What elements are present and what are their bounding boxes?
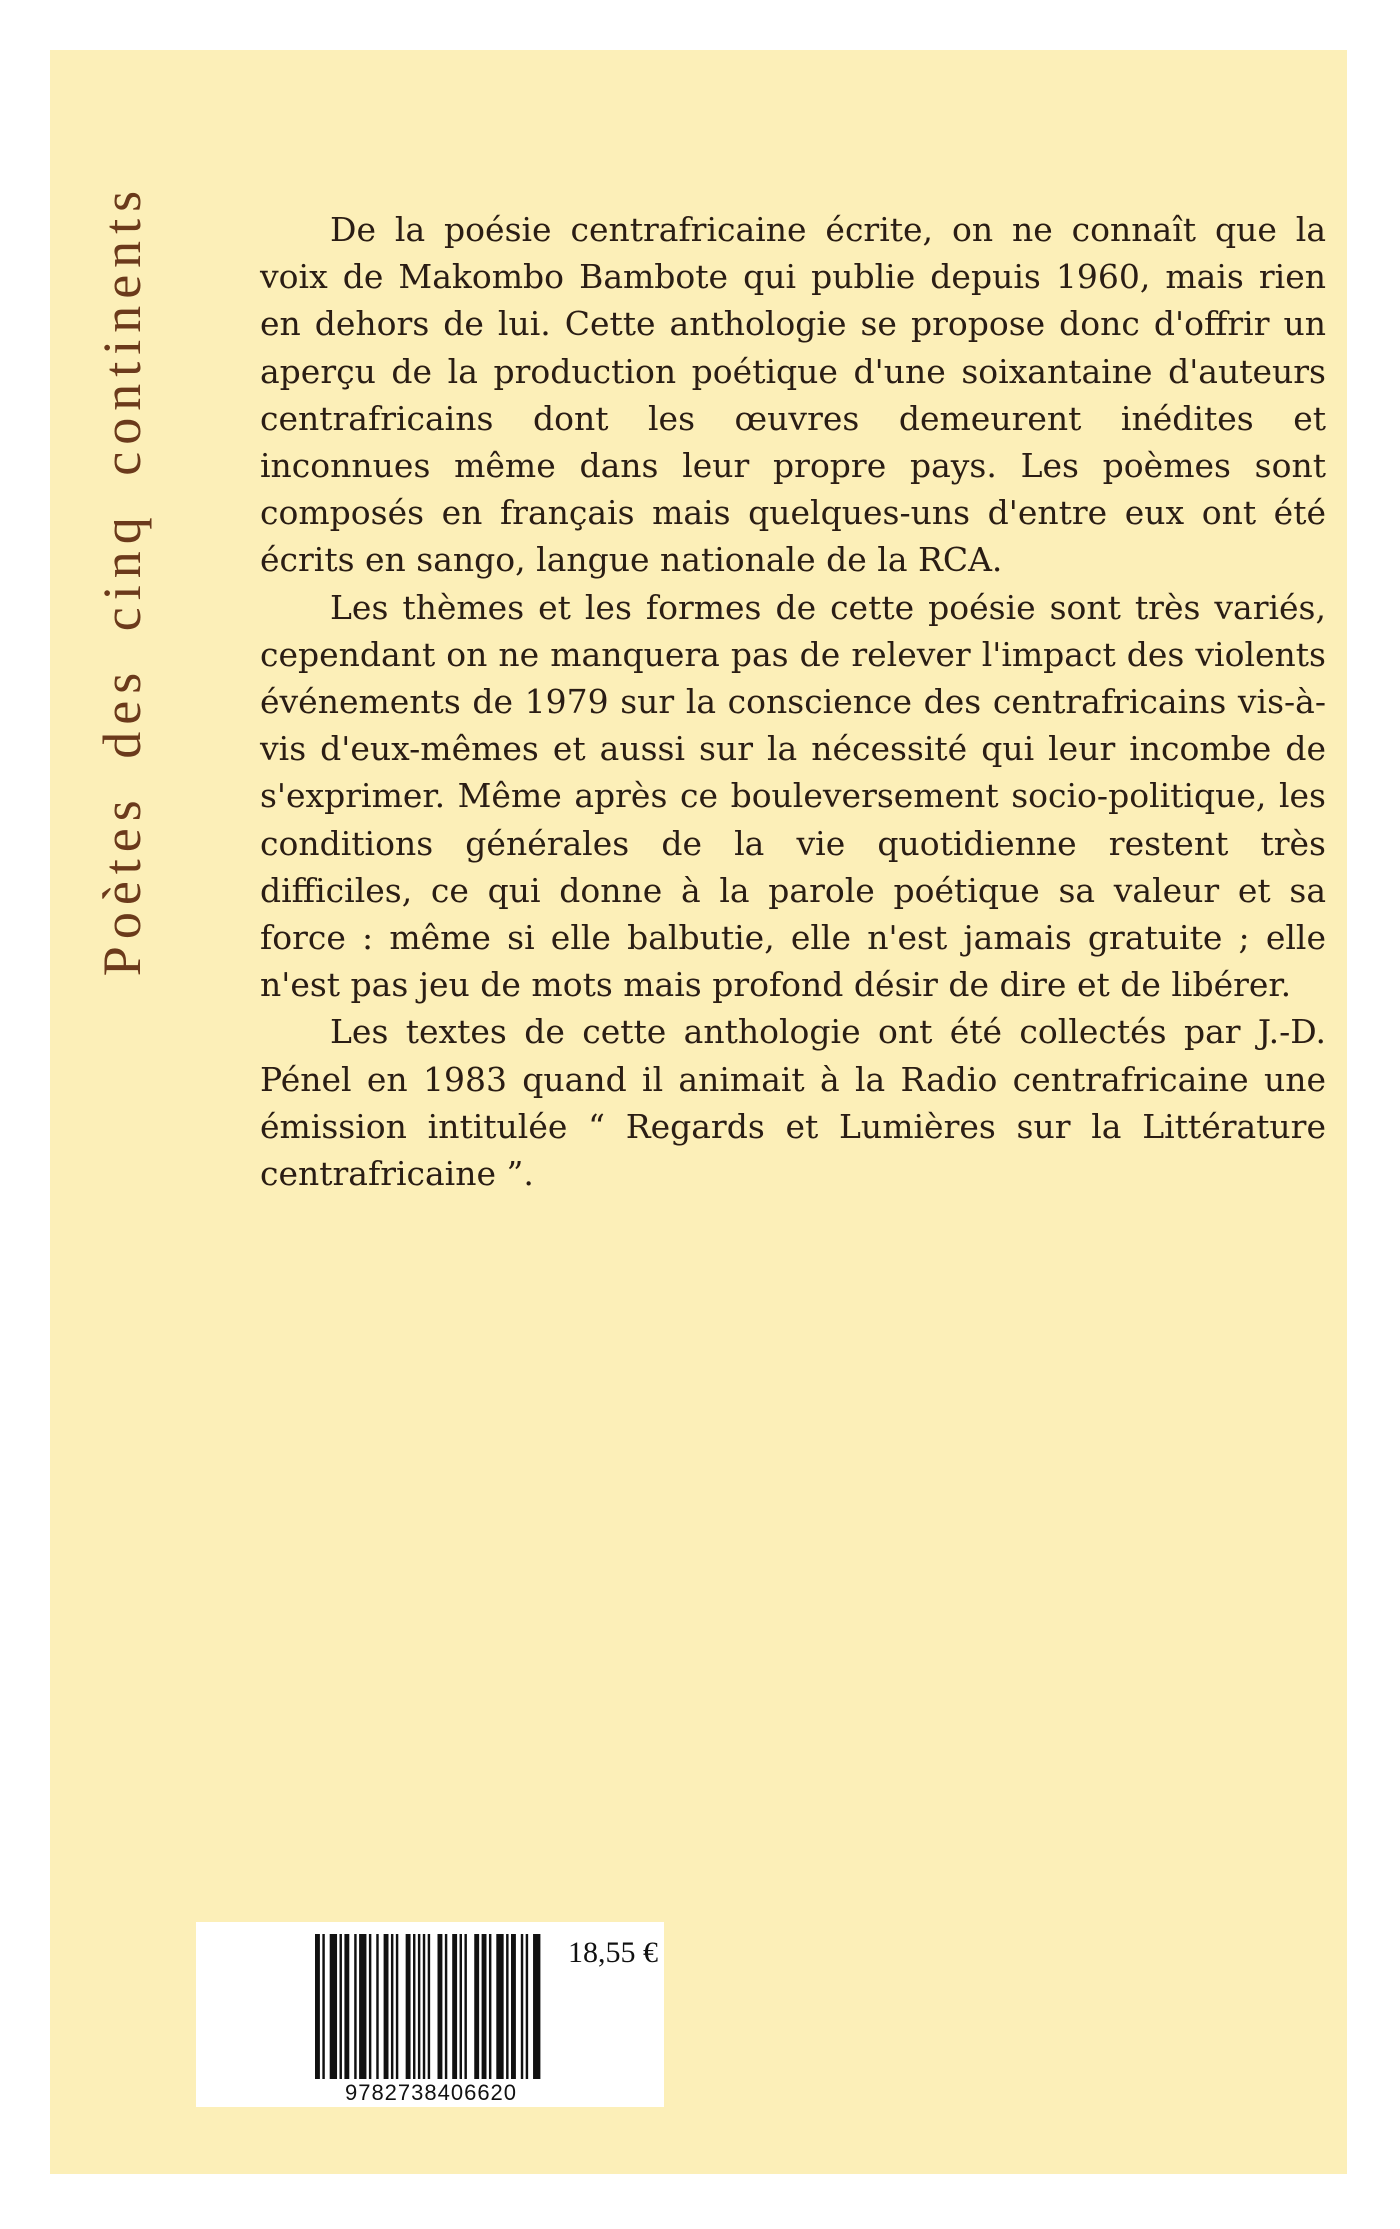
barcode-bar [354,1934,356,2079]
barcode-bar [344,1934,349,2079]
barcode-bar [322,1934,324,2079]
barcode-bar [521,1934,523,2079]
barcode-bar [474,1934,479,2079]
barcode-bar [423,1934,425,2079]
barcode-bar [340,1934,342,2079]
barcode-bar [391,1934,393,2079]
isbn-digits: 9782738406620 [344,2080,518,2105]
blurb-paragraph-3: Les textes de cette anthologie ont été collectés par J.-D. Pénel en 1983 quand il animait à la Radio centrafricaine une émission intitulée “ Regards et Lumières sur la Littérature centrafricaine ”. [260,1012,1326,1194]
barcode-icon [311,1934,543,2079]
blurb-paragraph-2: Les thèmes et les formes de cette poésie sont très variés, cependant on ne manquera pas de relever l'impact des violents événements de 1979 sur la conscience des centrafricains vis-à-vis d'eux-mêmes et aussi sur la nécessité qui leur incombe de s'exprimer. Même après ce bouleversement socio-politique, les conditions générales de la vie quotidienne restent très difficiles, ce qui donne à la parole poétique sa valeur et sa force : même si elle balbutie, elle n'est jamais gratuite ; elle n'est pas jeu de mots mais profond désir de dire et de libérer. [260,587,1326,1005]
price-label: 18,55 € [568,1936,658,1969]
barcode-bar [489,1934,491,2079]
barcode-bar [496,1934,503,2079]
barcode-bar [406,1934,411,2079]
barcode-bar [376,1934,378,2079]
barcode-bar [428,1934,430,2079]
barcode-bar [445,1934,447,2079]
barcode-bar [384,1934,389,2079]
barcode-bar [330,1934,337,2079]
barcode-bar [460,1934,462,2079]
barcode-bar [359,1934,366,2079]
barcode-bar [511,1934,516,2079]
barcode-panel [196,1922,664,2107]
barcode-bar [464,1934,466,2079]
barcode-bar [533,1934,540,2079]
barcode-bar [438,1934,443,2079]
barcode-bar [452,1934,457,2079]
barcode-bar [396,1934,398,2079]
barcode-bar [506,1934,508,2079]
barcode-bar [413,1934,415,2079]
blurb-paragraph-1: De la poésie centrafricaine écrite, on ne connaît que la voix de Makombo Bambote qui publie depuis 1960, mais rien en dehors de lui. Cette anthologie se propose donc d'offrir un aperçu de la production poétique d'une soixantaine d'auteurs centrafricains dont les œuvres demeurent inédites et inconnues même dans leur propre pays. Les poèmes sont composés en français mais quelques-uns d'entre eux ont été écrits en sango, langue nationale de la RCA. [260,210,1326,580]
barcode-bar [369,1934,371,2079]
blurb-text [260,206,1326,1197]
series-title: Poètes des cinq continents [92,183,152,977]
barcode-bar [482,1934,487,2079]
barcode-bar [418,1934,420,2079]
barcode-bar [315,1934,320,2079]
barcode-bar [526,1934,528,2079]
